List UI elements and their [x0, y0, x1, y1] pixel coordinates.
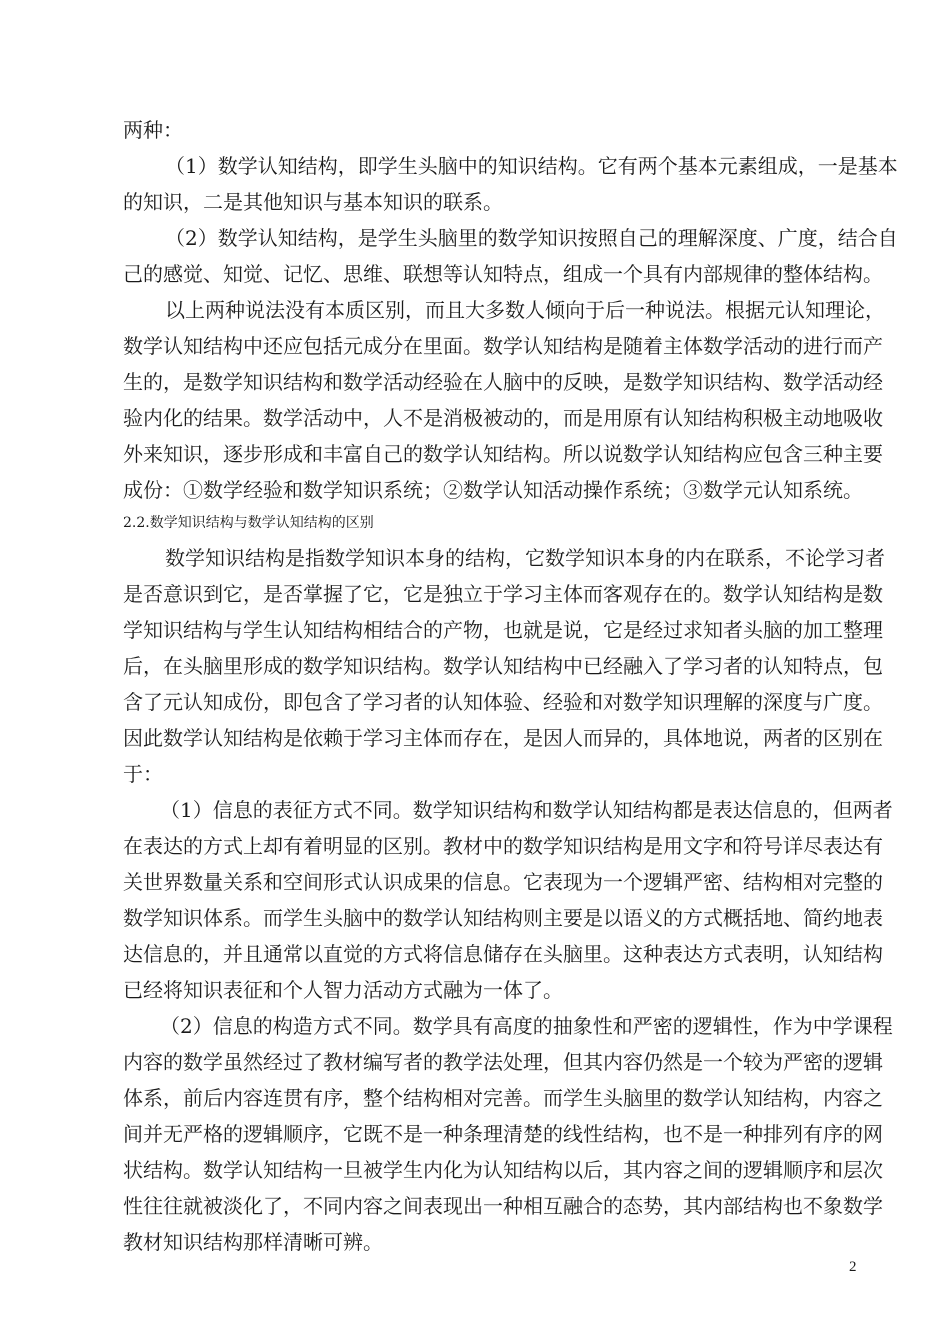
- text-line: 成份：①数学经验和数学知识系统；②数学认知活动操作系统；③数学元认知系统。: [123, 478, 863, 502]
- text-line: 数学认知结构中还应包括元成分在里面。数学认知结构是随着主体数学活动的进行而产: [123, 334, 883, 358]
- text-line: （2）信息的构造方式不同。数学具有高度的抽象性和严密的逻辑性，作为中学课程: [160, 1014, 893, 1038]
- text-line: （1）数学认知结构，即学生头脑中的知识结构。它有两个基本元素组成，一是基本: [165, 154, 898, 178]
- text-line: 体系，前后内容连贯有序，整个结构相对完善。而学生头脑里的数学认知结构，内容之: [123, 1086, 883, 1110]
- text-line: 生的，是数学知识结构和数学活动经验在人脑中的反映，是数学知识结构、数学活动经: [123, 370, 883, 394]
- text-line: 内容的数学虽然经过了教材编写者的教学法处理，但其内容仍然是一个较为严密的逻辑: [123, 1050, 883, 1074]
- text-line: （1）信息的表征方式不同。数学知识结构和数学认知结构都是表达信息的，但两者: [160, 798, 893, 822]
- text-line: 含了元认知成份，即包含了学习者的认知体验、经验和对数学知识理解的深度与广度。: [123, 690, 883, 714]
- text-line: 数学知识结构是指数学知识本身的结构，它数学知识本身的内在联系，不论学习者: [165, 546, 885, 570]
- text-line: 的知识，二是其他知识与基本知识的联系。: [123, 190, 503, 214]
- text-line: 已经将知识表征和个人智力活动方式融为一体了。: [123, 978, 563, 1002]
- text-line: 关世界数量关系和空间形式认识成果的信息。它表现为一个逻辑严密、结构相对完整的: [123, 870, 883, 894]
- text-line: 教材知识结构那样清晰可辨。: [123, 1230, 383, 1254]
- page-number: 2: [849, 1259, 857, 1275]
- text-line: 是否意识到它，是否掌握了它，它是独立于学习主体而客观存在的。数学认知结构是数: [123, 582, 883, 606]
- text-line: 学知识结构与学生认知结构相结合的产物，也就是说，它是经过求知者头脑的加工整理: [123, 618, 883, 642]
- text-line: 于：: [123, 762, 163, 786]
- text-line: （2）数学认知结构，是学生头脑里的数学知识按照自己的理解深度、广度，结合自: [165, 226, 898, 250]
- text-line: 两种：: [123, 118, 183, 142]
- text-line: 在表达的方式上却有着明显的区别。教材中的数学知识结构是用文字和符号详尽表达有: [123, 834, 883, 858]
- section-heading: 2.2.数学知识结构与数学认知结构的区别: [123, 515, 374, 531]
- text-line: 外来知识，逐步形成和丰富自己的数学认知结构。所以说数学认知结构应包含三种主要: [123, 442, 883, 466]
- text-line: 己的感觉、知觉、记忆、思维、联想等认知特点，组成一个具有内部规律的整体结构。: [123, 262, 883, 286]
- text-line: 以上两种说法没有本质区别，而且大多数人倾向于后一种说法。根据元认知理论，: [165, 298, 885, 322]
- text-line: 状结构。数学认知结构一旦被学生内化为认知结构以后，其内容之间的逻辑顺序和层次: [123, 1158, 883, 1182]
- text-line: 后，在头脑里形成的数学知识结构。数学认知结构中已经融入了学习者的认知特点，包: [123, 654, 883, 678]
- text-line: 数学知识体系。而学生头脑中的数学认知结构则主要是以语义的方式概括地、简约地表: [123, 906, 883, 930]
- text-line: 达信息的，并且通常以直觉的方式将信息储存在头脑里。这种表达方式表明，认知结构: [123, 942, 883, 966]
- text-line: 验内化的结果。数学活动中，人不是消极被动的，而是用原有认知结构积极主动地吸收: [123, 406, 883, 430]
- text-line: 间并无严格的逻辑顺序，它既不是一种条理清楚的线性结构，也不是一种排列有序的网: [123, 1122, 883, 1146]
- text-line: 因此数学认知结构是依赖于学习主体而存在，是因人而异的，具体地说，两者的区别在: [123, 726, 883, 750]
- text-line: 性往往就被淡化了，不同内容之间表现出一种相互融合的态势，其内部结构也不象数学: [123, 1194, 883, 1218]
